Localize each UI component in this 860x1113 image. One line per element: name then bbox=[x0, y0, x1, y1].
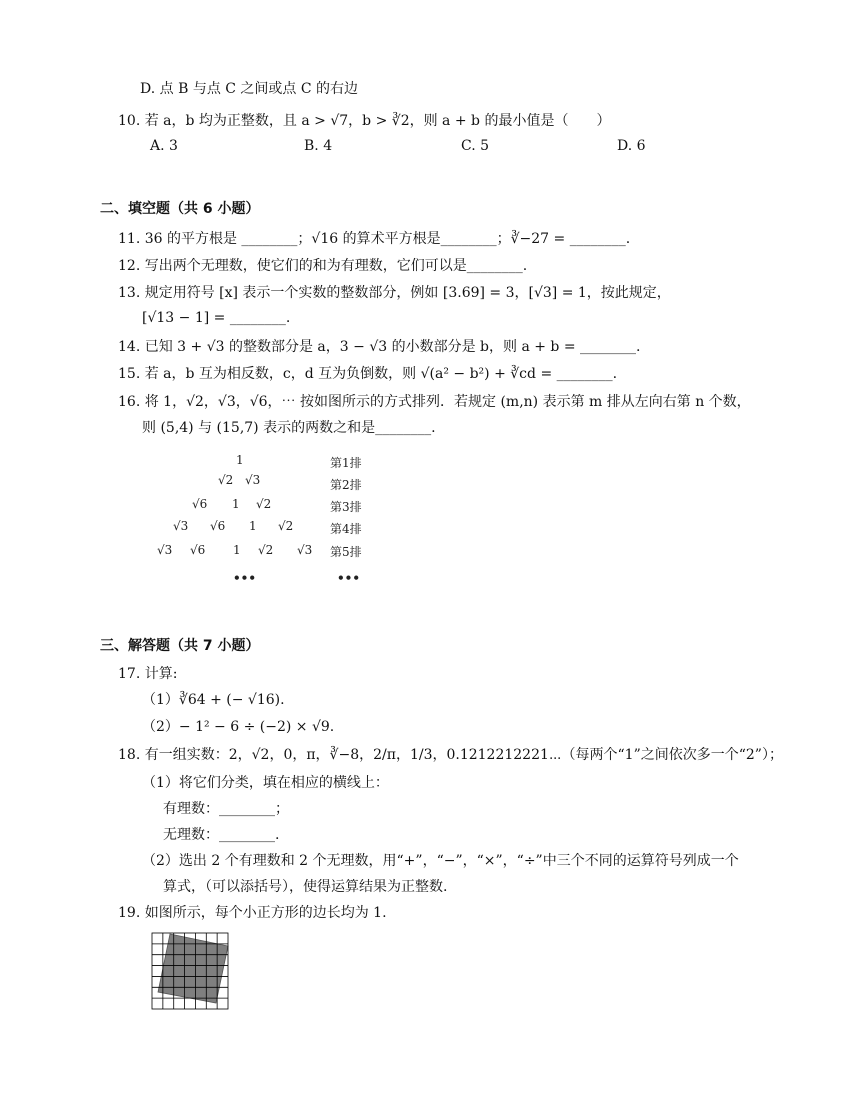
q15: 15. 若 a，b 互为相反数，c，d 互为负倒数，则 √(a² − b²) + ∛cd = ________. bbox=[118, 366, 618, 382]
row-label: 第4排 bbox=[330, 522, 362, 536]
q17-part1: （1）∛64 + (− √16). bbox=[142, 692, 285, 708]
fig-item: √3 bbox=[245, 473, 261, 487]
fig-item: √2 bbox=[256, 497, 272, 511]
row-label: 第5排 bbox=[330, 545, 362, 559]
q17: 17. 计算: bbox=[118, 666, 178, 682]
q14: 14. 已知 3 + √3 的整数部分是 a，3 − √3 的小数部分是 b，则 a + b = ________. bbox=[118, 339, 641, 355]
q18-part2-line2: 算式，（可以添括号），使得运算结果为正整数. bbox=[163, 879, 448, 895]
fig-item: √6 bbox=[190, 543, 206, 557]
q18-part2-line1: （2）选出 2 个有理数和 2 个无理数，用“+”，“−”，“×”，“÷”中三个不同的运算符号列成一个 bbox=[142, 853, 739, 869]
fig-item: √2 bbox=[278, 519, 294, 533]
q18-irrational: 无理数：________. bbox=[163, 827, 280, 843]
grid-square-figure bbox=[151, 932, 231, 1012]
q10-option-c: C. 5 bbox=[461, 138, 490, 154]
q16-line2: 则 (5,4) 与 (15,7) 表示的两数之和是________. bbox=[142, 420, 436, 436]
fig-item: 1 bbox=[249, 519, 257, 533]
q13-line1: 13. 规定用符号 [x] 表示一个实数的整数部分，例如 [3.69] = 3，[√3] = 1，按此规定， bbox=[118, 285, 671, 301]
q11: 11. 36 的平方根是 ________；√16 的算术平方根是________；∛−27 = ________. bbox=[118, 231, 631, 247]
q10-stem: 10. 若 a，b 均为正整数，且 a > √7，b > ∛2，则 a + b 的最小值是（ ） bbox=[118, 113, 611, 129]
row-label: 第1排 bbox=[330, 456, 362, 470]
fig-item: √2 bbox=[218, 473, 234, 487]
q19-stem: 19. 如图所示，每个小正方形的边长均为 1. bbox=[118, 905, 387, 921]
fig-item: √3 bbox=[157, 543, 173, 557]
row-label: 第2排 bbox=[330, 478, 362, 492]
q10-option-d: D. 6 bbox=[617, 138, 646, 154]
q18-stem: 18. 有一组实数：2，√2，0，π，∛−8，2/π，1/3，0.1212212221⋯（每两个“1”之间依次多一个“2”）； bbox=[118, 747, 783, 763]
row-label: 第3排 bbox=[330, 500, 362, 514]
section-2-title: 二、填空题（共 6 小题） bbox=[100, 201, 260, 217]
q13-line2: [√13 − 1] = ________. bbox=[142, 310, 291, 326]
fig-item: √3 bbox=[173, 519, 189, 533]
fig-item: 1 bbox=[233, 543, 241, 557]
q9-option-d: D. 点 B 与点 C 之间或点 C 的右边 bbox=[140, 81, 359, 97]
fig-ellipsis: ••• bbox=[233, 571, 257, 585]
q18-rational: 有理数：________； bbox=[163, 801, 289, 817]
q10-option-b: B. 4 bbox=[304, 138, 333, 154]
fig-item: 1 bbox=[232, 497, 240, 511]
fig-item: √6 bbox=[192, 497, 208, 511]
q12: 12. 写出两个无理数，使它们的和为有理数，它们可以是________. bbox=[118, 258, 528, 274]
fig-item: √3 bbox=[297, 543, 313, 557]
q10-option-a: A. 3 bbox=[150, 138, 178, 154]
section-3-title: 三、解答题（共 7 小题） bbox=[100, 638, 260, 654]
fig-item: 1 bbox=[236, 453, 244, 467]
q17-part2: （2）− 1² − 6 ÷ (−2) × √9. bbox=[142, 719, 335, 735]
label-ellipsis: ••• bbox=[337, 571, 361, 585]
fig-item: √6 bbox=[210, 519, 226, 533]
q18-part1: （1）将它们分类，填在相应的横线上： bbox=[142, 775, 389, 791]
fig-item: √2 bbox=[258, 543, 274, 557]
q16-line1: 16. 将 1，√2，√3，√6，⋯ 按如图所示的方式排列．若规定 (m,n) 表示第 m 排从左向右第 n 个数， bbox=[118, 394, 751, 410]
